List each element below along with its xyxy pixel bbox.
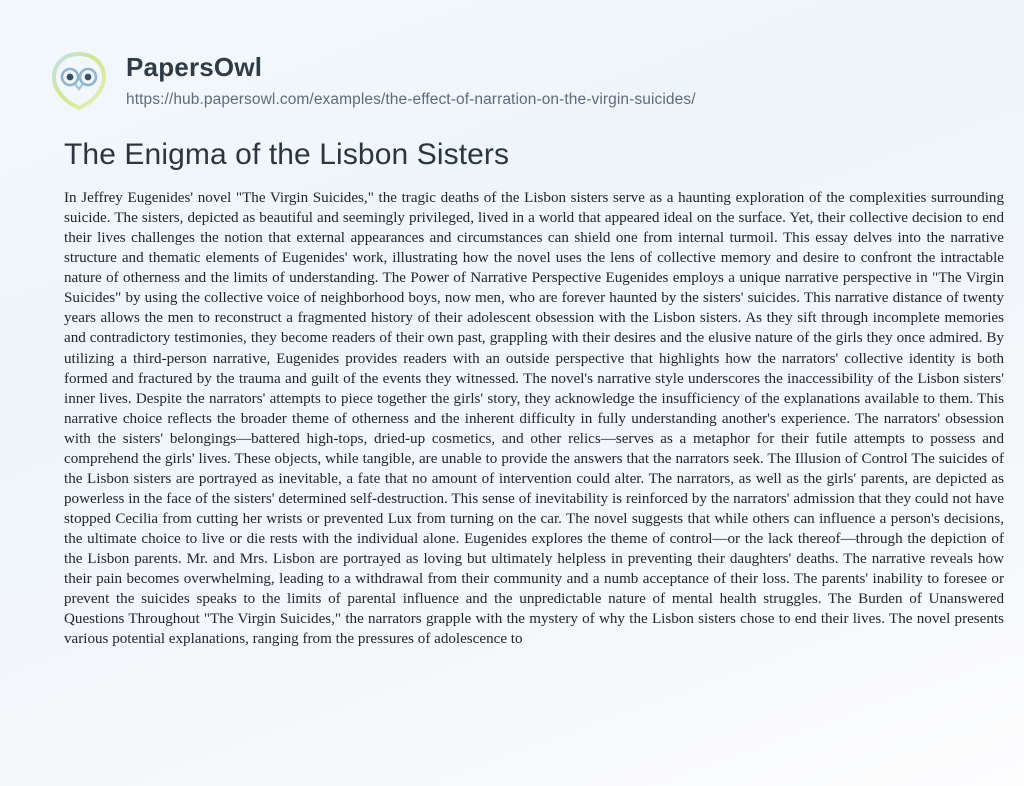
document-content xyxy=(20,112,1004,649)
brand-block xyxy=(126,53,696,109)
site-header xyxy=(20,20,1004,112)
brand-name: PapersOwl xyxy=(126,52,263,83)
document-sheet xyxy=(20,20,1004,766)
page-title: The Enigma of the Lisbon Sisters xyxy=(64,138,510,171)
owl-logo-icon xyxy=(48,50,110,112)
source-url[interactable]: https://hub.papersowl.com/examples/the-effect-of-narration-on-the-virgin-suicides/ xyxy=(126,90,696,108)
document-body-text: In Jeffrey Eugenides' novel "The Virgin Suicides," the tragic deaths of the Lisbon sisters serve as a haunting exploration of the complexities surrounding suicide. The sisters, depicted as beautiful and seemingly privileged, lived in a world that appeared ideal on the surface. Yet, their collective decision to end their lives challenges the notion that external appearances and circumstances can shield one from internal turmoil. This essay delves into the narrative structure and thematic elements of Eugenides' work, illustrating how the novel uses the lens of collective memory and desire to confront the intractable nature of otherness and the limits of understanding. The Power of Narrative Perspective Eugenides employs a unique narrative perspective in "The Virgin Suicides" by using the collective voice of neighborhood boys, now men, who are forever haunted by the sisters' suicides. This narrative distance of twenty years allows the men to reconstruct a fragmented history of their adolescent obsession with the Lisbon sisters. As they sift through incomplete memories and contradictory testimonies, they become readers of their own past, grappling with their desires and the elusive nature of the girls they once admired. By utilizing a third-person narrative, Eugenides provides readers with an outside perspective that highlights how the narrators' collective identity is both formed and fractured by the trauma and guilt of the events they witnessed. The novel's narrative style underscores the inaccessibility of the Lisbon sisters' inner lives. Despite the narrators' attempts to piece together the girls' story, they acknowledge the insufficiency of the explanations available to them. This narrative choice reflects the broader theme of otherness and the inherent difficulty in fully understanding another's experience. The narrators' obsession with the sisters' belongings—battered high-tops, dried-up cosmetics, and other relics—serves as a metaphor for their futile attempts to possess and comprehend the girls' lives. These objects, while tangible, are unable to provide the answers that the narrators seek. The Illusion of Control The suicides of the Lisbon sisters are portrayed as inevitable, a fate that no amount of intervention could alter. The narrators, as well as the girls' parents, are depicted as powerless in the face of the sisters' determined self-destruction. This sense of inevitability is reinforced by the narrators' admission that they could not have stopped Cecilia from cutting her wrists or prevented Lux from turning on the car. The novel suggests that while others can influence a person's decisions, the ultimate choice to live or die rests with the individual alone. Eugenides explores the theme of control—or the lack thereof—through the depiction of the Lisbon parents. Mr. and Mrs. Lisbon are portrayed as loving but ultimately helpless in preventing their daughters' deaths. The narrative reveals how their pain becomes overwhelming, leading to a withdrawal from their community and a numb acceptance of their loss. The parents' inability to foresee or prevent the suicides speaks to the limits of parental influence and the unpredictable nature of mental health struggles. The Burden of Unanswered Questions Throughout "The Virgin Suicides," the narrators grapple with the mystery of why the Lisbon sisters chose to end their lives. The novel presents various potential explanations, ranging from the pressures of adolescence to xyxy=(64,190,1004,648)
